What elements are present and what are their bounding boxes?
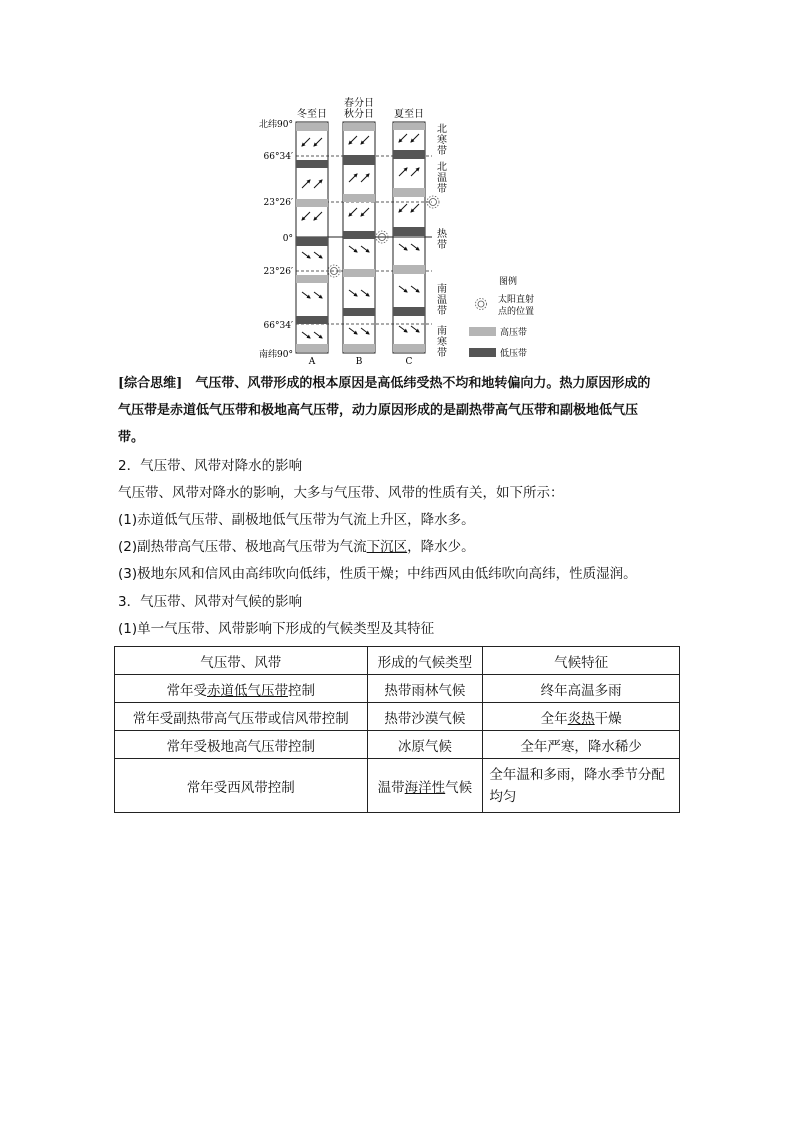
para1-line3: 带。 <box>118 430 145 445</box>
table-cell: 冰原气候 <box>367 731 483 759</box>
col-b-top-label: 春分日 <box>344 98 374 109</box>
col-c-top-label: 夏至日 <box>394 109 424 120</box>
legend-high-swatch <box>469 327 496 336</box>
zone-label: 带 <box>437 146 447 157</box>
table-cell: 全年温和多雨，降水季节分配均匀 <box>483 759 680 813</box>
zone-label: 热 <box>437 229 447 240</box>
zone-label: 寒 <box>437 135 447 146</box>
section2-title: 2．气压带、风带对降水的影响 <box>118 458 303 474</box>
col-b-top-label2: 秋分日 <box>344 109 374 120</box>
pressure-belt-diagram <box>240 94 580 364</box>
lat-label: 南纬90° <box>259 350 293 360</box>
zone-label: 温 <box>437 173 447 184</box>
sun-icon <box>476 299 487 310</box>
table-header: 形成的气候类型 <box>367 647 483 675</box>
table-row <box>115 759 680 813</box>
table-cell: 常年受赤道低气压带控制 <box>115 675 368 703</box>
lat-label: 北纬90° <box>259 120 293 130</box>
legend-title: 图例 <box>498 277 518 287</box>
table-cell: 全年严寒，降水稀少 <box>483 731 680 759</box>
section3-subtitle: (1)单一气压带、风带影响下形成的气候类型及其特征 <box>118 621 435 637</box>
zone-label: 北 <box>437 124 447 135</box>
lat-label: 66°34′ <box>263 321 293 331</box>
zone-label: 带 <box>437 348 447 359</box>
legend-low-label: 低压带 <box>500 349 528 359</box>
legend-sun-label1: 太阳直射 <box>498 295 535 305</box>
table-row <box>115 731 680 759</box>
table-header: 气候特征 <box>483 647 680 675</box>
legend <box>469 275 534 359</box>
table-cell: 终年高温多雨 <box>483 675 680 703</box>
legend-sun-label2: 点的位置 <box>498 307 535 317</box>
item2-underlined: 下沉区 <box>366 539 408 555</box>
col-a-bottom-label: A <box>308 357 316 364</box>
para1-text1: 气压带、风带形成的根本原因是高低纬受热不均和地转偏向力。热力原因形成的 <box>182 376 651 391</box>
item2-text-a: (2)副热带高气压带、极地高气压带为气流 <box>118 539 367 555</box>
zone-label: 南 <box>437 284 447 295</box>
section3-title: 3．气压带、风带对气候的影响 <box>118 594 303 610</box>
zone-label: 带 <box>437 306 447 317</box>
legend-low-swatch <box>469 348 496 357</box>
table-cell: 全年炎热干燥 <box>483 703 680 731</box>
para1-line2: 气压带是赤道低气压带和极地高气压带，动力原因形成的是副热带高气压带和副极地低气压 <box>118 403 639 418</box>
col-a-top-label: 冬至日 <box>297 109 327 120</box>
para1-label: [综合思维] <box>118 376 183 391</box>
table-cell: 常年受副热带高气压带或信风带控制 <box>115 703 368 731</box>
para1-line1 <box>118 370 650 397</box>
table-row <box>115 703 680 731</box>
col-b-bottom-label: B <box>355 357 363 364</box>
lat-label: 23°26′ <box>263 267 293 277</box>
lat-label: 23°26′ <box>263 198 293 208</box>
section2-intro: 气压带、风带对降水的影响，大多与气压带、风带的性质有关，如下所示： <box>118 485 564 501</box>
climate-table <box>114 646 680 813</box>
table-row <box>115 675 680 703</box>
col-c-bottom-label: C <box>405 357 413 364</box>
zone-label: 北 <box>437 162 447 173</box>
zone-label: 带 <box>437 184 447 195</box>
zone-label: 南 <box>437 326 447 337</box>
table-cell: 热带沙漠气候 <box>367 703 483 731</box>
lat-label: 66°34′ <box>263 152 293 162</box>
item2-text-b: ，降水少。 <box>407 539 475 555</box>
table-cell: 常年受西风带控制 <box>115 759 368 813</box>
zone-label: 寒 <box>437 337 447 348</box>
section2-item3: (3)极地东风和信风由高纬吹向低纬，性质干燥；中纬西风由低纬吹向高纬，性质湿润。 <box>118 566 637 582</box>
table-cell: 热带雨林气候 <box>367 675 483 703</box>
section2-item1: (1)赤道低气压带、副极地低气压带为气流上升区，降水多。 <box>118 512 475 528</box>
legend-high-label: 高压带 <box>500 328 528 338</box>
table-header: 气压带、风带 <box>115 647 368 675</box>
table-cell: 温带海洋性气候 <box>367 759 483 813</box>
table-cell: 常年受极地高气压带控制 <box>115 731 368 759</box>
lat-label: 0° <box>282 234 293 244</box>
zone-label: 带 <box>437 240 447 251</box>
section2-item2 <box>118 534 475 561</box>
table-header-row <box>115 647 680 675</box>
zone-label: 温 <box>437 295 447 306</box>
